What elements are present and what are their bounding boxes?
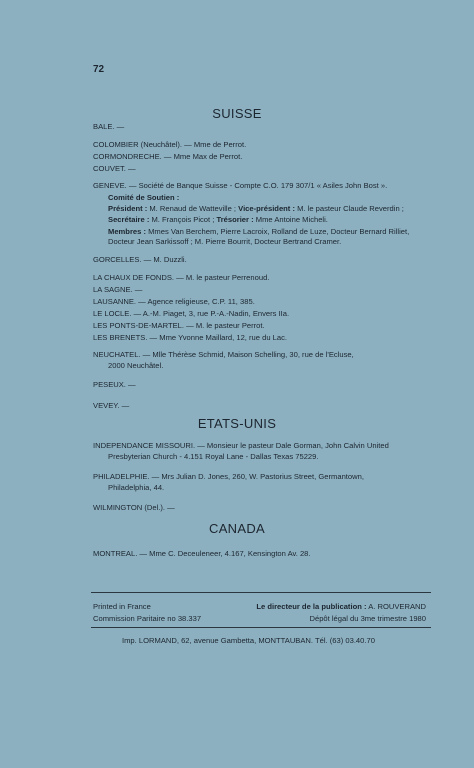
entry-independance-line-2: Presbyterian Church - 4.151 Royal Lane - Dallas Texas 75229. xyxy=(108,452,319,461)
footer-printed: Printed in France xyxy=(93,602,151,611)
footer-imprimeur: Imp. LORMAND, 62, avenue Gambetta, MONTTAUBAN. Tél. (63) 03.40.70 xyxy=(122,636,375,645)
entry-philadelphie-line-2: Philadelphia, 44. xyxy=(108,483,165,492)
footer-bottom-rule xyxy=(91,627,431,628)
footer-depot: Dépôt légal du 3me trimestre 1980 xyxy=(309,614,426,623)
comite-secretaire-line xyxy=(108,215,328,225)
membres-value-1: Mmes Van Berchem, Pierre Lacroix, Rolland de Luze, Docteur Bernard Rilliet, xyxy=(145,227,410,236)
entry-neuchatel: NEUCHATEL. — Mlle Thérèse Schmid, Maison Schelling, 30, rue de l'Ecluse, xyxy=(93,350,354,359)
heading-canada: CANADA xyxy=(209,521,265,536)
footer-top-rule xyxy=(91,592,431,593)
entry-montreal: MONTREAL. — Mme C. Deceuleneer, 4.167, Kensington Av. 28. xyxy=(93,549,311,558)
comite-membres-line-2: Docteur Jean Sarkissoff ; M. Pierre Bourrit, Docteur Bertrand Cramer. xyxy=(108,237,342,246)
footer-directeur-value: A. ROUVERAND xyxy=(366,602,426,611)
entry-peseux: PESEUX. — xyxy=(93,380,136,389)
entry-wilmington: WILMINGTON (Del.). — xyxy=(93,503,175,512)
entry-chaux-de-fonds: LA CHAUX DE FONDS. — M. le pasteur Perrenoud. xyxy=(93,273,270,282)
vice-president-value: M. le pasteur Claude Reverdin ; xyxy=(294,204,404,213)
entry-brenets: LES BRENETS. — Mme Yvonne Maillard, 12, rue du Lac. xyxy=(93,333,288,342)
tresorier-value: Mme Antoine Micheli. xyxy=(253,215,328,224)
entry-independance: INDEPENDANCE MISSOURI. — Monsieur le pasteur Dale Gorman, John Calvin United xyxy=(93,441,389,450)
heading-etats-unis: ETATS-UNIS xyxy=(197,416,277,431)
entry-locle: LE LOCLE. — A.-M. Piaget, 3, rue P.-A.-Nadin, Envers IIa. xyxy=(93,309,290,318)
entry-bale: BALE. — xyxy=(93,122,125,131)
footer-directeur xyxy=(231,602,426,612)
vice-president-label: Vice-président : xyxy=(238,204,295,213)
entry-sagne: LA SAGNE. — xyxy=(93,285,143,294)
footer-directeur-label: Le directeur de la publication : xyxy=(256,602,367,611)
entry-gorcelles: GORCELLES. — M. Duzzli. xyxy=(93,255,187,264)
entry-ponts-de-martel: LES PONTS-DE-MARTEL. — M. le pasteur Perrot. xyxy=(93,321,265,330)
comite-president-line xyxy=(108,204,404,214)
membres-label: Membres : xyxy=(108,227,146,236)
entry-colombier: COLOMBIER (Neuchâtel). — Mme de Perrot. xyxy=(93,140,247,149)
heading-suisse: SUISSE xyxy=(212,106,262,121)
president-value: M. Renaud de Watteville ; xyxy=(147,204,239,213)
tresorier-label: Trésorier : xyxy=(216,215,254,224)
footer-commission: Commission Paritaire no 38.337 xyxy=(93,614,202,623)
entry-geneve: GENEVE. — Société de Banque Suisse - Compte C.O. 179 307/1 « Asiles John Bost ». xyxy=(93,181,388,190)
comite-membres-line xyxy=(108,227,409,237)
entry-couvet: COUVET. — xyxy=(93,164,136,173)
entry-neuchatel-line-2: 2000 Neuchâtel. xyxy=(108,361,164,370)
entry-cormondreche: CORMONDRECHE. — Mme Max de Perrot. xyxy=(93,152,243,161)
page-number: 72 xyxy=(93,64,105,75)
secretaire-label: Secrétaire : xyxy=(108,215,150,224)
comite-label: Comité de Soutien : xyxy=(108,193,180,202)
entry-vevey: VEVEY. — xyxy=(93,401,130,410)
entry-philadelphie: PHILADELPHIE. — Mrs Julian D. Jones, 260, W. Pastorius Street, Germantown, xyxy=(93,472,364,481)
president-label: Président : xyxy=(108,204,148,213)
entry-lausanne: LAUSANNE. — Agence religieuse, C.P. 11, 385. xyxy=(93,297,255,306)
secretaire-value: M. François Picot ; xyxy=(149,215,217,224)
